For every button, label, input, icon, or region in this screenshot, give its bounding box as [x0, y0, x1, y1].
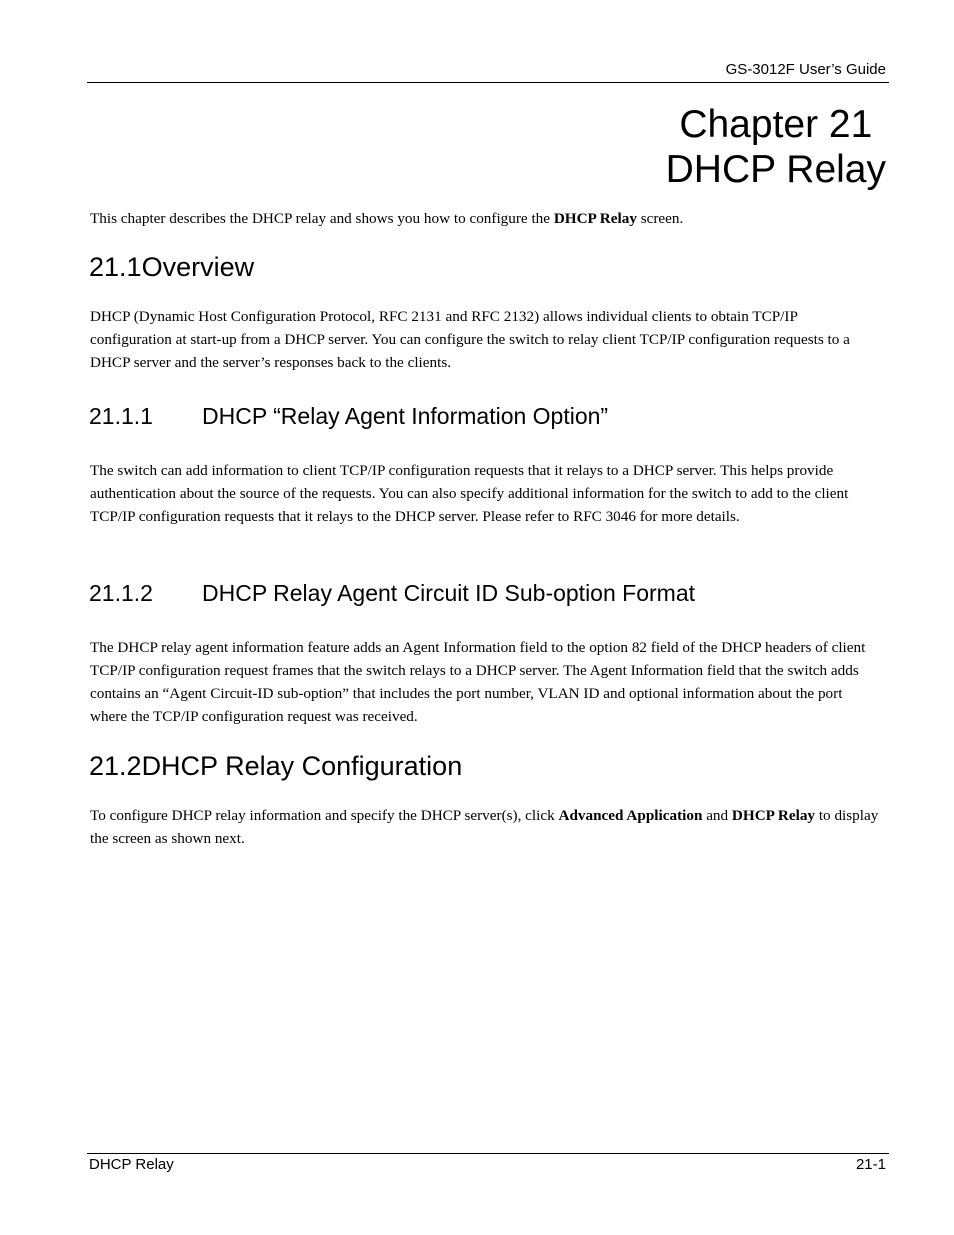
- configuration-paragraph: [90, 804, 880, 850]
- circuit-id-paragraph: The DHCP relay agent information feature adds an Agent Information field to the option 82 field of the DHCP headers of client TCP/IP configuration request frames that the switch relays to a DHCP server. The Agent Information field that the switch adds contains an “Agent Circuit-ID sub-option” that includes the port number, VLAN ID and optional information about the port where the TCP/IP configuration request was received.: [90, 639, 866, 725]
- section-heading-agent-info: [89, 402, 608, 430]
- section-title: DHCP Relay Configuration: [141, 751, 463, 781]
- chapter-title: DHCP Relay: [665, 148, 886, 191]
- footer-chapter-name: DHCP Relay: [89, 1156, 174, 1173]
- section-number: 21.1: [89, 252, 142, 282]
- section-title: DHCP “Relay Agent Information Option”: [202, 403, 609, 429]
- chapter-heading: [666, 102, 886, 192]
- intro-paragraph: [90, 207, 880, 230]
- section-number: 21.2: [89, 751, 142, 781]
- config-bold-1: Advanced Application: [558, 807, 703, 824]
- agent-info-paragraph: The switch can add information to client TCP/IP configuration requests that it relays to a DHCP server. This helps provide authentication about the source of the requests. You can also specify additional information for the switch to add to the client TCP/IP configuration requests that it relays to the DHCP server. Please refer to RFC 3046 for more details.: [90, 462, 849, 525]
- config-text-1: To configure DHCP relay information and specify the DHCP server(s), click: [90, 807, 559, 824]
- intro-bold-term: DHCP Relay: [553, 210, 637, 227]
- section-heading-overview: [89, 251, 254, 283]
- intro-text: This chapter describes the DHCP relay and shows you how to configure the: [90, 210, 554, 227]
- intro-text-end: screen.: [636, 210, 684, 227]
- running-header-title: GS-3012F User’s Guide: [725, 61, 886, 78]
- config-text-3: to display the screen as shown next.: [90, 807, 879, 847]
- overview-paragraph: DHCP (Dynamic Host Configuration Protocol, RFC 2131 and RFC 2132) allows individual clients to obtain TCP/IP configuration at start-up from a DHCP server. You can configure the switch to relay client TCP/IP configuration requests to a DHCP server and the server’s responses back to the clients.: [90, 308, 850, 371]
- section-number: 21.1.1: [89, 403, 153, 429]
- config-text-2: and: [702, 807, 732, 824]
- section-title: DHCP Relay Agent Circuit ID Sub-option Format: [202, 580, 695, 606]
- chapter-number: Chapter 21: [679, 103, 873, 146]
- section-heading-circuit-id: [89, 579, 695, 607]
- section-number: 21.1.2: [89, 580, 153, 606]
- config-bold-2: DHCP Relay: [731, 807, 816, 824]
- section-title: Overview: [141, 252, 255, 282]
- footer-rule: [87, 1153, 889, 1154]
- section-heading-configuration: [89, 750, 462, 782]
- footer-page-number: 21-1: [855, 1156, 886, 1173]
- header-rule: [87, 82, 889, 83]
